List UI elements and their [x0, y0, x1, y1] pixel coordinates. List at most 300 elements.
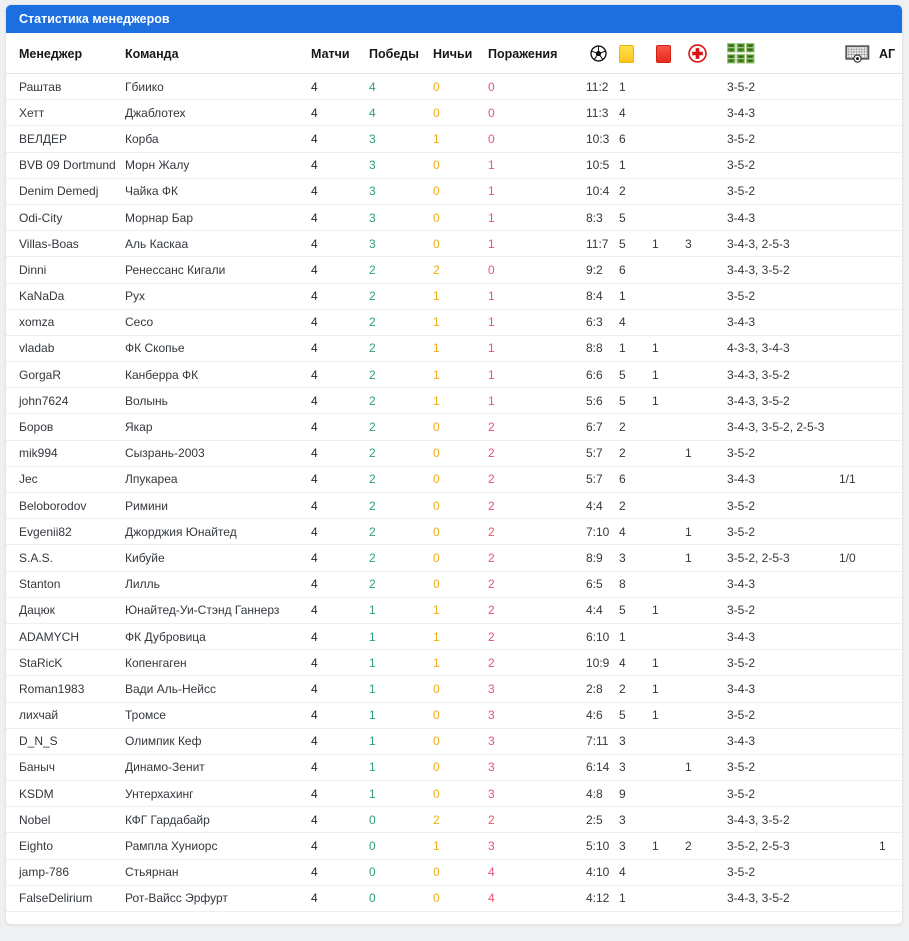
- col-header-team: Команда: [125, 33, 311, 74]
- score-cell: 7:11: [586, 728, 619, 754]
- formations-cell: 3-5-2: [727, 283, 839, 309]
- yellow-cards-cell: 3: [619, 807, 652, 833]
- manager-cell: Хетт: [6, 100, 125, 126]
- team-cell: Римини: [125, 493, 311, 519]
- matches-cell: 4: [311, 702, 369, 728]
- red-cards-cell: [652, 152, 685, 178]
- table-row: [6, 257, 902, 283]
- losses-cell: 2: [488, 807, 586, 833]
- draws-cell: 0: [433, 204, 488, 230]
- own-goals-cell: [879, 152, 902, 178]
- wins-cell: 2: [369, 335, 433, 361]
- formations-cell: 3-4-3: [727, 623, 839, 649]
- draws-cell: 0: [433, 545, 488, 571]
- losses-cell: 1: [488, 388, 586, 414]
- penalties-cell: [839, 152, 879, 178]
- panel-header: [6, 5, 902, 33]
- matches-cell: 4: [311, 257, 369, 283]
- wins-cell: 4: [369, 74, 433, 100]
- red-cards-cell: [652, 571, 685, 597]
- matches-cell: 4: [311, 676, 369, 702]
- score-cell: 10:4: [586, 178, 619, 204]
- col-header-yellow-cards: [619, 33, 652, 74]
- red-cards-cell: 1: [652, 335, 685, 361]
- penalties-cell: [839, 650, 879, 676]
- wins-cell: 2: [369, 414, 433, 440]
- own-goals-cell: 1: [879, 833, 902, 859]
- penalties-cell: [839, 100, 879, 126]
- penalties-cell: [839, 283, 879, 309]
- penalties-cell: [839, 74, 879, 100]
- wins-cell: 1: [369, 702, 433, 728]
- table-row: [6, 676, 902, 702]
- score-cell: 4:10: [586, 859, 619, 885]
- draws-cell: 0: [433, 231, 488, 257]
- losses-cell: 1: [488, 152, 586, 178]
- wins-cell: 2: [369, 519, 433, 545]
- injuries-cell: [685, 152, 727, 178]
- penalties-cell: [839, 859, 879, 885]
- score-cell: 2:8: [586, 676, 619, 702]
- team-cell: Лпукареа: [125, 466, 311, 492]
- injuries-cell: [685, 493, 727, 519]
- losses-cell: 2: [488, 466, 586, 492]
- draws-cell: 0: [433, 74, 488, 100]
- red-cards-cell: [652, 807, 685, 833]
- manager-cell: Evgenii82: [6, 519, 125, 545]
- red-cards-cell: [652, 728, 685, 754]
- panel-title: Статистика менеджеров: [19, 12, 170, 26]
- draws-cell: 0: [433, 885, 488, 911]
- team-cell: Копенгаген: [125, 650, 311, 676]
- manager-cell: Stanton: [6, 571, 125, 597]
- yellow-cards-cell: 9: [619, 781, 652, 807]
- own-goals-cell: [879, 204, 902, 230]
- draws-cell: 1: [433, 283, 488, 309]
- draws-cell: 0: [433, 414, 488, 440]
- manager-cell: Дацюк: [6, 597, 125, 623]
- losses-cell: 3: [488, 754, 586, 780]
- draws-cell: 1: [433, 309, 488, 335]
- score-cell: 8:9: [586, 545, 619, 571]
- table-row: [6, 807, 902, 833]
- yellow-cards-cell: 8: [619, 571, 652, 597]
- losses-cell: 1: [488, 231, 586, 257]
- formations-cell: 3-4-3, 3-5-2: [727, 257, 839, 283]
- table-row: [6, 885, 902, 911]
- wins-cell: 2: [369, 571, 433, 597]
- manager-cell: Beloborodov: [6, 493, 125, 519]
- yellow-cards-cell: 1: [619, 74, 652, 100]
- injuries-cell: [685, 204, 727, 230]
- score-cell: 5:6: [586, 388, 619, 414]
- penalties-cell: [839, 676, 879, 702]
- table-row: [6, 126, 902, 152]
- table-row: [6, 493, 902, 519]
- draws-cell: 1: [433, 362, 488, 388]
- formations-cell: 3-4-3, 3-5-2: [727, 807, 839, 833]
- score-cell: 11:3: [586, 100, 619, 126]
- own-goals-cell: [879, 257, 902, 283]
- injuries-cell: [685, 74, 727, 100]
- manager-cell: Боров: [6, 414, 125, 440]
- matches-cell: 4: [311, 807, 369, 833]
- table-row: [6, 571, 902, 597]
- team-cell: Волынь: [125, 388, 311, 414]
- penalties-cell: [839, 702, 879, 728]
- score-cell: 10:9: [586, 650, 619, 676]
- manager-cell: Dinni: [6, 257, 125, 283]
- wins-cell: 1: [369, 676, 433, 702]
- team-cell: Аль Каскаа: [125, 231, 311, 257]
- formations-cell: 3-5-2: [727, 650, 839, 676]
- yellow-cards-cell: 3: [619, 754, 652, 780]
- own-goals-cell: [879, 126, 902, 152]
- manager-cell: ВЕЛДЕР: [6, 126, 125, 152]
- matches-cell: 4: [311, 859, 369, 885]
- formations-cell: 3-4-3: [727, 309, 839, 335]
- formations-cell: 3-5-2: [727, 74, 839, 100]
- yellow-cards-cell: 5: [619, 231, 652, 257]
- matches-cell: 4: [311, 833, 369, 859]
- manager-cell: лихчай: [6, 702, 125, 728]
- injuries-cell: [685, 126, 727, 152]
- losses-cell: 3: [488, 833, 586, 859]
- score-cell: 2:5: [586, 807, 619, 833]
- draws-cell: 0: [433, 178, 488, 204]
- team-cell: Джорджия Юнайтед: [125, 519, 311, 545]
- table-row: [6, 100, 902, 126]
- red-cards-cell: [652, 204, 685, 230]
- own-goals-cell: [879, 283, 902, 309]
- table-row: [6, 388, 902, 414]
- col-header-goals: [586, 33, 619, 74]
- yellow-cards-cell: 6: [619, 466, 652, 492]
- draws-cell: 0: [433, 571, 488, 597]
- table-row: [6, 204, 902, 230]
- yellow-cards-cell: 4: [619, 309, 652, 335]
- formations-cell: 4-3-3, 3-4-3: [727, 335, 839, 361]
- penalties-cell: [839, 885, 879, 911]
- score-cell: 10:5: [586, 152, 619, 178]
- col-header-formations: [727, 33, 839, 74]
- draws-cell: 1: [433, 833, 488, 859]
- manager-cell: vladab: [6, 335, 125, 361]
- own-goals-cell: [879, 623, 902, 649]
- red-cards-cell: [652, 466, 685, 492]
- score-cell: 6:5: [586, 571, 619, 597]
- penalties-cell: [839, 440, 879, 466]
- draws-cell: 0: [433, 519, 488, 545]
- yellow-cards-cell: 2: [619, 676, 652, 702]
- penalties-cell: [839, 571, 879, 597]
- wins-cell: 1: [369, 754, 433, 780]
- injuries-cell: [685, 362, 727, 388]
- losses-cell: 2: [488, 493, 586, 519]
- table-header-row: [6, 33, 902, 74]
- red-cards-cell: [652, 519, 685, 545]
- table-row: [6, 754, 902, 780]
- table-row: [6, 74, 902, 100]
- wins-cell: 2: [369, 388, 433, 414]
- own-goals-cell: [879, 414, 902, 440]
- table-row: [6, 152, 902, 178]
- formations-cell: 3-4-3: [727, 466, 839, 492]
- table-row: [6, 781, 902, 807]
- red-cards-cell: [652, 781, 685, 807]
- matches-cell: 4: [311, 362, 369, 388]
- red-cards-cell: [652, 545, 685, 571]
- team-cell: Унтерхахинг: [125, 781, 311, 807]
- wins-cell: 2: [369, 440, 433, 466]
- table-row: [6, 728, 902, 754]
- manager-cell: Jec: [6, 466, 125, 492]
- table-row: [6, 597, 902, 623]
- red-cards-cell: [652, 623, 685, 649]
- table-row: [6, 466, 902, 492]
- goal-net-icon: [845, 45, 870, 63]
- formations-cell: 3-4-3, 2-5-3: [727, 231, 839, 257]
- losses-cell: 2: [488, 650, 586, 676]
- team-cell: Якар: [125, 414, 311, 440]
- draws-cell: 0: [433, 466, 488, 492]
- matches-cell: 4: [311, 335, 369, 361]
- red-cards-cell: [652, 493, 685, 519]
- table-row: [6, 335, 902, 361]
- injuries-cell: [685, 650, 727, 676]
- wins-cell: 1: [369, 623, 433, 649]
- manager-cell: Roman1983: [6, 676, 125, 702]
- team-cell: ФК Дубровица: [125, 623, 311, 649]
- wins-cell: 3: [369, 126, 433, 152]
- manager-cell: KaNaDa: [6, 283, 125, 309]
- losses-cell: 2: [488, 597, 586, 623]
- red-cards-cell: 1: [652, 231, 685, 257]
- losses-cell: 2: [488, 545, 586, 571]
- own-goals-cell: [879, 597, 902, 623]
- yellow-cards-cell: 1: [619, 335, 652, 361]
- yellow-cards-cell: 5: [619, 204, 652, 230]
- red-cards-cell: 1: [652, 650, 685, 676]
- yellow-cards-cell: 2: [619, 493, 652, 519]
- injuries-cell: 3: [685, 231, 727, 257]
- score-cell: 4:12: [586, 885, 619, 911]
- wins-cell: 2: [369, 493, 433, 519]
- score-cell: 5:7: [586, 466, 619, 492]
- team-cell: Динамо-Зенит: [125, 754, 311, 780]
- team-cell: Олимпик Кеф: [125, 728, 311, 754]
- score-cell: 6:6: [586, 362, 619, 388]
- team-cell: ФК Скопье: [125, 335, 311, 361]
- losses-cell: 2: [488, 440, 586, 466]
- losses-cell: 3: [488, 702, 586, 728]
- team-cell: Ренессанс Кигали: [125, 257, 311, 283]
- wins-cell: 0: [369, 833, 433, 859]
- team-cell: Тромсе: [125, 702, 311, 728]
- table-row: [6, 650, 902, 676]
- yellow-cards-cell: 5: [619, 702, 652, 728]
- medical-cross-icon: [688, 44, 707, 63]
- wins-cell: 3: [369, 231, 433, 257]
- formations-cell: 3-5-2: [727, 754, 839, 780]
- injuries-cell: [685, 283, 727, 309]
- penalties-cell: [839, 597, 879, 623]
- matches-cell: 4: [311, 231, 369, 257]
- wins-cell: 0: [369, 885, 433, 911]
- formations-cell: 3-5-2: [727, 859, 839, 885]
- injuries-cell: [685, 100, 727, 126]
- matches-cell: 4: [311, 126, 369, 152]
- injuries-cell: [685, 466, 727, 492]
- losses-cell: 0: [488, 257, 586, 283]
- yellow-cards-cell: 6: [619, 126, 652, 152]
- own-goals-cell: [879, 388, 902, 414]
- matches-cell: 4: [311, 466, 369, 492]
- penalties-cell: [839, 204, 879, 230]
- wins-cell: 2: [369, 362, 433, 388]
- formations-cell: 3-5-2: [727, 781, 839, 807]
- red-cards-cell: [652, 100, 685, 126]
- manager-cell: StaRicK: [6, 650, 125, 676]
- own-goals-cell: [879, 231, 902, 257]
- losses-cell: 2: [488, 414, 586, 440]
- yellow-cards-cell: 3: [619, 545, 652, 571]
- wins-cell: 3: [369, 152, 433, 178]
- score-cell: 8:4: [586, 283, 619, 309]
- wins-cell: 2: [369, 545, 433, 571]
- team-cell: Кибуйе: [125, 545, 311, 571]
- injuries-cell: [685, 257, 727, 283]
- own-goals-cell: [879, 781, 902, 807]
- score-cell: 7:10: [586, 519, 619, 545]
- manager-cell: jamp-786: [6, 859, 125, 885]
- red-cards-cell: 1: [652, 362, 685, 388]
- penalties-cell: [839, 623, 879, 649]
- own-goals-cell: [879, 676, 902, 702]
- team-cell: Рампла Хуниорс: [125, 833, 311, 859]
- draws-cell: 0: [433, 676, 488, 702]
- formations-cell: 3-5-2: [727, 152, 839, 178]
- own-goals-cell: [879, 519, 902, 545]
- losses-cell: 1: [488, 178, 586, 204]
- yellow-cards-cell: 1: [619, 885, 652, 911]
- manager-cell: Odi-City: [6, 204, 125, 230]
- wins-cell: 1: [369, 597, 433, 623]
- penalties-cell: [839, 754, 879, 780]
- own-goals-cell: [879, 702, 902, 728]
- formations-cell: 3-4-3: [727, 204, 839, 230]
- score-cell: 8:3: [586, 204, 619, 230]
- own-goals-cell: [879, 74, 902, 100]
- losses-cell: 0: [488, 74, 586, 100]
- team-cell: Канберра ФК: [125, 362, 311, 388]
- red-cards-cell: 1: [652, 676, 685, 702]
- penalties-cell: 1/1: [839, 466, 879, 492]
- red-cards-cell: [652, 885, 685, 911]
- score-cell: 6:10: [586, 623, 619, 649]
- formations-cell: 3-5-2: [727, 178, 839, 204]
- own-goals-cell: [879, 100, 902, 126]
- injuries-cell: [685, 728, 727, 754]
- matches-cell: 4: [311, 309, 369, 335]
- penalties-cell: [839, 519, 879, 545]
- matches-cell: 4: [311, 152, 369, 178]
- wins-cell: 2: [369, 466, 433, 492]
- wins-cell: 0: [369, 859, 433, 885]
- col-header-penalties: [839, 33, 879, 74]
- yellow-cards-cell: 4: [619, 859, 652, 885]
- manager-cell: Denim Demedj: [6, 178, 125, 204]
- team-cell: Чайка ФК: [125, 178, 311, 204]
- yellow-cards-cell: 5: [619, 388, 652, 414]
- team-cell: Морнар Бар: [125, 204, 311, 230]
- draws-cell: 0: [433, 152, 488, 178]
- losses-cell: 0: [488, 100, 586, 126]
- red-cards-cell: [652, 414, 685, 440]
- red-cards-cell: [652, 257, 685, 283]
- wins-cell: 1: [369, 728, 433, 754]
- manager-cell: BVB 09 Dortmund: [6, 152, 125, 178]
- yellow-card-icon: [619, 45, 634, 63]
- col-header-own-goals: АГ: [879, 33, 902, 74]
- team-cell: Корба: [125, 126, 311, 152]
- score-cell: 6:14: [586, 754, 619, 780]
- injuries-cell: [685, 859, 727, 885]
- yellow-cards-cell: 4: [619, 519, 652, 545]
- score-cell: 4:4: [586, 597, 619, 623]
- managers-table: [6, 33, 902, 912]
- wins-cell: 2: [369, 283, 433, 309]
- draws-cell: 1: [433, 650, 488, 676]
- score-cell: 4:6: [586, 702, 619, 728]
- col-header-manager: Менеджер: [6, 33, 125, 74]
- injuries-cell: [685, 571, 727, 597]
- own-goals-cell: [879, 545, 902, 571]
- formations-cell: 3-4-3: [727, 676, 839, 702]
- injuries-cell: [685, 178, 727, 204]
- injuries-cell: [685, 676, 727, 702]
- penalties-cell: [839, 309, 879, 335]
- table-row: [6, 309, 902, 335]
- formations-cell: 3-4-3: [727, 100, 839, 126]
- draws-cell: 0: [433, 728, 488, 754]
- losses-cell: 2: [488, 519, 586, 545]
- table-row: [6, 440, 902, 466]
- col-header-matches: Матчи: [311, 33, 369, 74]
- score-cell: 5:10: [586, 833, 619, 859]
- losses-cell: 1: [488, 362, 586, 388]
- red-cards-cell: 1: [652, 597, 685, 623]
- manager-cell: mik994: [6, 440, 125, 466]
- penalties-cell: [839, 728, 879, 754]
- matches-cell: 4: [311, 885, 369, 911]
- score-cell: 11:2: [586, 74, 619, 100]
- injuries-cell: [685, 335, 727, 361]
- table-row: [6, 519, 902, 545]
- score-cell: 11:7: [586, 231, 619, 257]
- own-goals-cell: [879, 178, 902, 204]
- team-cell: Рух: [125, 283, 311, 309]
- yellow-cards-cell: 6: [619, 257, 652, 283]
- manager-cell: Villas-Boas: [6, 231, 125, 257]
- manager-cell: Раштав: [6, 74, 125, 100]
- table-row: [6, 362, 902, 388]
- wins-cell: 2: [369, 257, 433, 283]
- matches-cell: 4: [311, 178, 369, 204]
- draws-cell: 0: [433, 100, 488, 126]
- wins-cell: 3: [369, 204, 433, 230]
- injuries-cell: [685, 885, 727, 911]
